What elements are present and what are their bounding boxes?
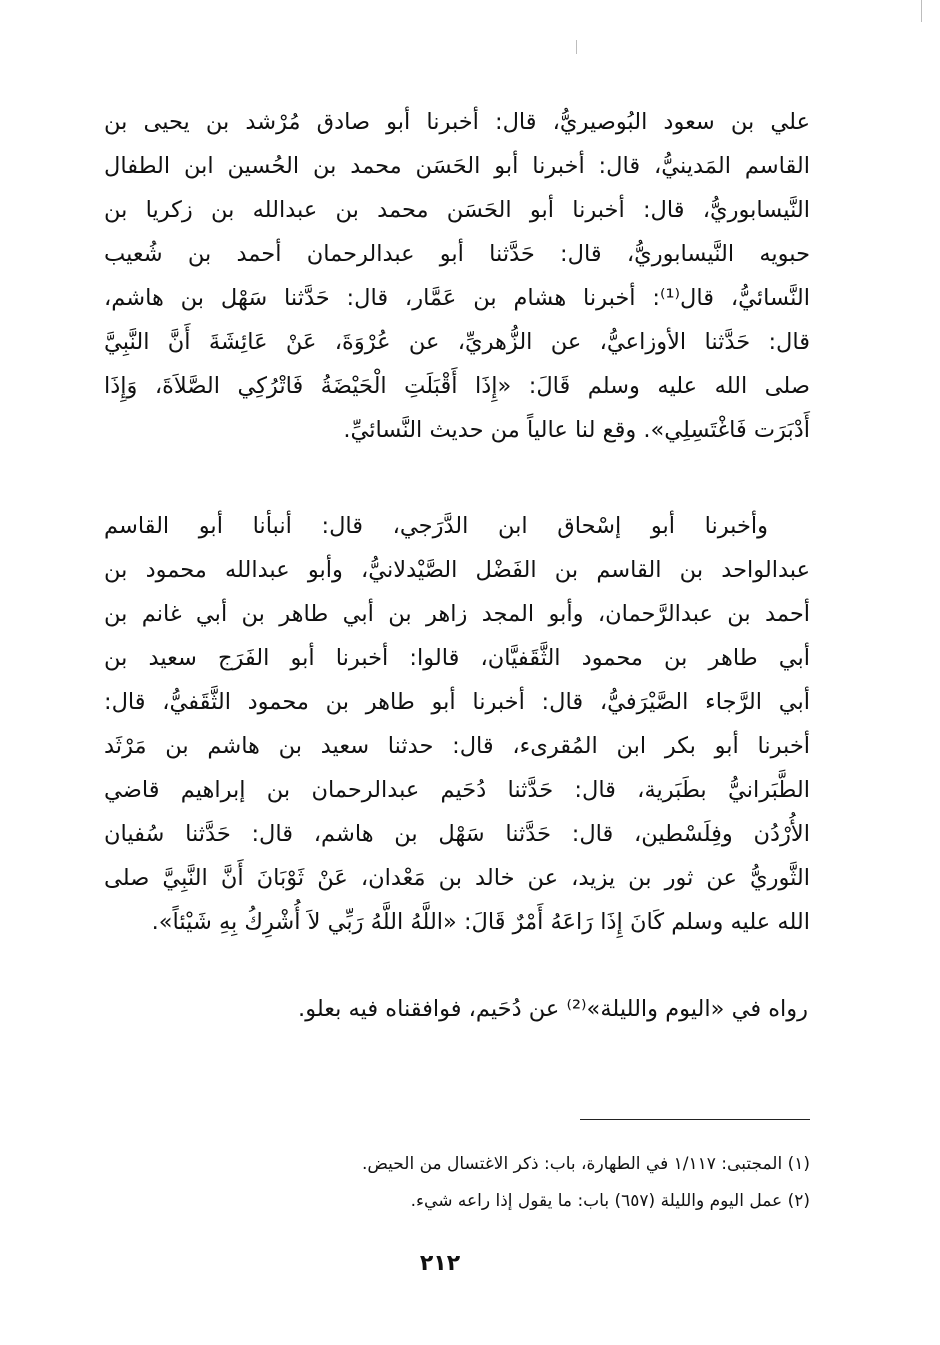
footnote-2: (٢) عمل اليوم والليلة (٦٥٧) باب: ما يقول إذا راعه شيء. <box>410 1191 810 1211</box>
scan-edge-mark <box>921 0 922 22</box>
footnote-1: (١) المجتبى: ١/١١٧ في الطهارة، باب: ذكر الاغتسال من الحيض. <box>361 1154 810 1174</box>
footnote-separator <box>580 1119 810 1120</box>
text-line: أخبرنا أبو بكر ابن المُقرىء، قال: حدثنا سعيد بن هاشم بن مَرْثَد <box>104 733 810 759</box>
text-line: الأُرْدُن وفِلَسْطين، قال: حَدَّثنا سَهْل بن هاشم، قال: حَدَّثنا سُفيان <box>104 821 810 847</box>
text-line: أَدْبَرَت فَاغْتَسِلِي». وقع لنا عالياً من حديث النَّسائيِّ. <box>343 417 810 443</box>
text-line: الطَّبَرانيُّ بطَبَرية، قال: حَدَّثنا دُحَيم عبدالرحمان بن إبراهيم قاضي <box>104 777 810 803</box>
text-line: عبدالواحد بن القاسم بن الفَضْل الصَّيْدلانيُّ، وأبو عبدالله محمود بن <box>104 557 810 583</box>
text-line: الله عليه وسلم كَانَ إِذَا رَاعَهُ أَمْرٌ قَالَ: «اللَّهُ اللَّهُ رَبِّي لاَ أُشْرِكُ بِهِ شَيْئاً». <box>151 909 810 935</box>
text-line: صلى الله عليه وسلم قَالَ: «إِذَا أَقْبَلَتِ الْحَيْضَةُ فَاتْرُكِي الصَّلاَةَ، وَإِذَا <box>104 373 810 399</box>
text-line: علي بن سعود البُوصيريُّ، قال: أخبرنا أبو صادق مُرْشد بن يحيى بن <box>104 109 810 135</box>
paragraph-hadith-nasai <box>104 100 810 452</box>
text-line: أبي الرَّجاء الصَّيْرَفيُّ، قال: أخبرنا أبو طاهر بن محمود الثَّقَفيُّ، قال: <box>104 689 810 715</box>
page-number: ٢١٢ <box>419 1251 461 1276</box>
text-line: وأخبرنا أبو إسْحاق ابن الدَّرَجي، قال: أنبأنا أبو القاسم <box>104 513 768 539</box>
text-line: الثَّوريُّ عن ثور بن يزيد، عن خالد بن مَعْدان، عَنْ ثَوْبَانَ أَنَّ النَّبِيَّ صلى <box>104 865 810 891</box>
text-line: حبويه النَّيسابوريُّ، قال: حَدَّثنا أبو عبدالرحمان أحمد بن شُعيب <box>104 241 810 267</box>
text-line: أحمد بن عبدالرَّحمان، وأبو المجد زاهر بن أبي طاهر بن أبي غانم بن <box>104 601 810 627</box>
scan-gutter-mark <box>576 40 577 54</box>
text-line: قال: حَدَّثنا الأوزاعيُّ، عن الزُّهريِّ، عن عُرْوَةَ، عَنْ عَائِشَةَ أَنَّ النَّبِيَّ <box>104 329 810 355</box>
text-line: القاسم المَدينيُّ، قال: أخبرنا أبو الحَسَن محمد بن الحُسين ابن الطفال <box>104 153 810 179</box>
closing-line: رواه في «اليوم والليلة»⁽²⁾ عن دُحَيم، فوافقناه فيه بعلو. <box>298 996 808 1022</box>
paragraph-hadith-thawban <box>104 504 810 944</box>
text-line: النَّسائيُّ، قال⁽¹⁾: أخبرنا هشام بن عَمَّار، قال: حَدَّثنا سَهْل بن هاشم، <box>104 285 810 311</box>
text-line: أبي طاهر بن محمود الثَّقَفيَّان، قالوا: أخبرنا أبو الفَرَج سعيد بن <box>104 645 810 671</box>
text-line: النَّيسابوريُّ، قال: أخبرنا أبو الحَسَن محمد بن عبدالله بن زكريا بن <box>104 197 810 223</box>
